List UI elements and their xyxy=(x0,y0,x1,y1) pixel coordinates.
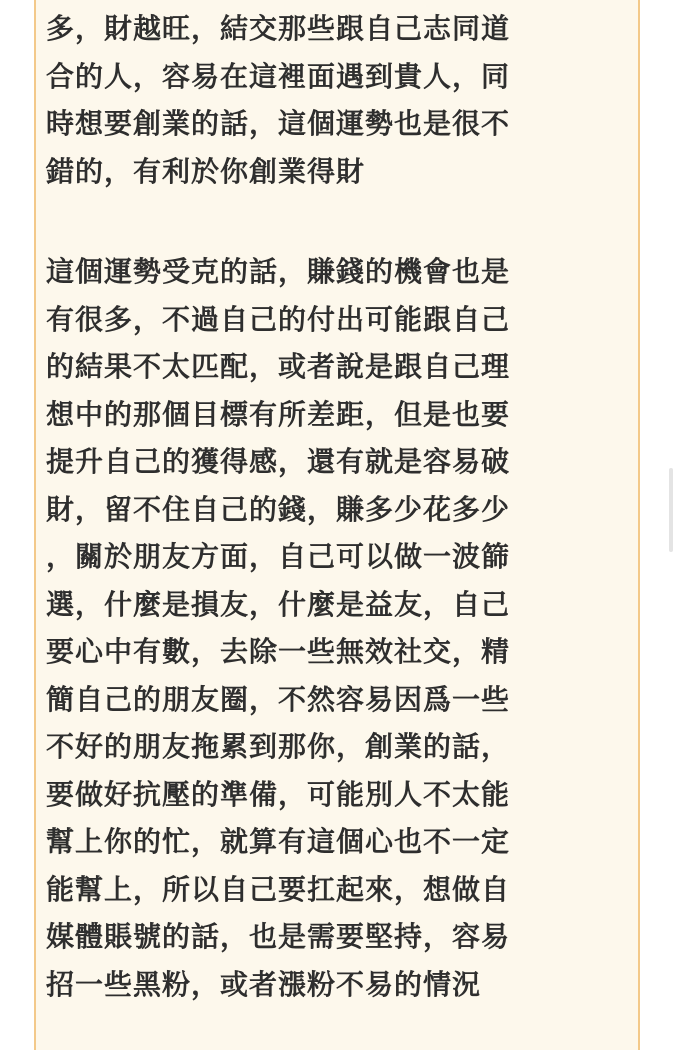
text-line: 選，什麼是損友，什麼是益友，自己 xyxy=(46,587,511,621)
text-line: 媒體賬號的話，也是需要堅持，容易 xyxy=(46,920,511,953)
text-line: 招一些黑粉，或者漲粉不易的情況 xyxy=(46,967,482,1001)
text-line: 多，財越旺，結交那些跟自己志同道 xyxy=(46,12,511,45)
text-line: ，關於朋友方面，自己可以做一波篩 xyxy=(46,540,511,573)
text-line: 提升自己的獲得感，還有就是容易破 xyxy=(46,445,511,478)
text-line: 合的人，容易在這裡面遇到貴人，同 xyxy=(46,59,511,93)
text-line: 時想要創業的話，這個運勢也是很不 xyxy=(46,107,511,141)
text-line: 要做好抗壓的準備，可能別人不太能 xyxy=(46,777,511,811)
text-line: 不好的朋友拖累到那你，創業的話， xyxy=(46,730,511,763)
text-line: 財，留不住自己的錢，賺多少花多少 xyxy=(46,492,511,526)
text-line: 想中的那個目標有所差距，但是也要 xyxy=(46,397,511,431)
scrollbar-thumb[interactable] xyxy=(669,468,673,552)
text-line: 錯的，有利於你創業得財 xyxy=(46,155,366,189)
text-line: 的結果不太匹配，或者說是跟自己理 xyxy=(46,350,511,383)
text-line: 要心中有數，去除一些無效社交，精 xyxy=(46,635,511,668)
text-line: 簡自己的朋友圈，不然容易因爲一些 xyxy=(46,682,511,716)
text-line: 能幫上，所以自己要扛起來，想做自 xyxy=(46,872,511,906)
text-line: 有很多，不過自己的付出可能跟自己 xyxy=(46,302,511,336)
text-line: 幫上你的忙，就算有這個心也不一定 xyxy=(46,825,511,858)
paragraph-2 xyxy=(46,248,576,1008)
text-line: 這個運勢受克的話，賺錢的機會也是 xyxy=(46,255,511,288)
paragraph-1 xyxy=(46,5,576,196)
